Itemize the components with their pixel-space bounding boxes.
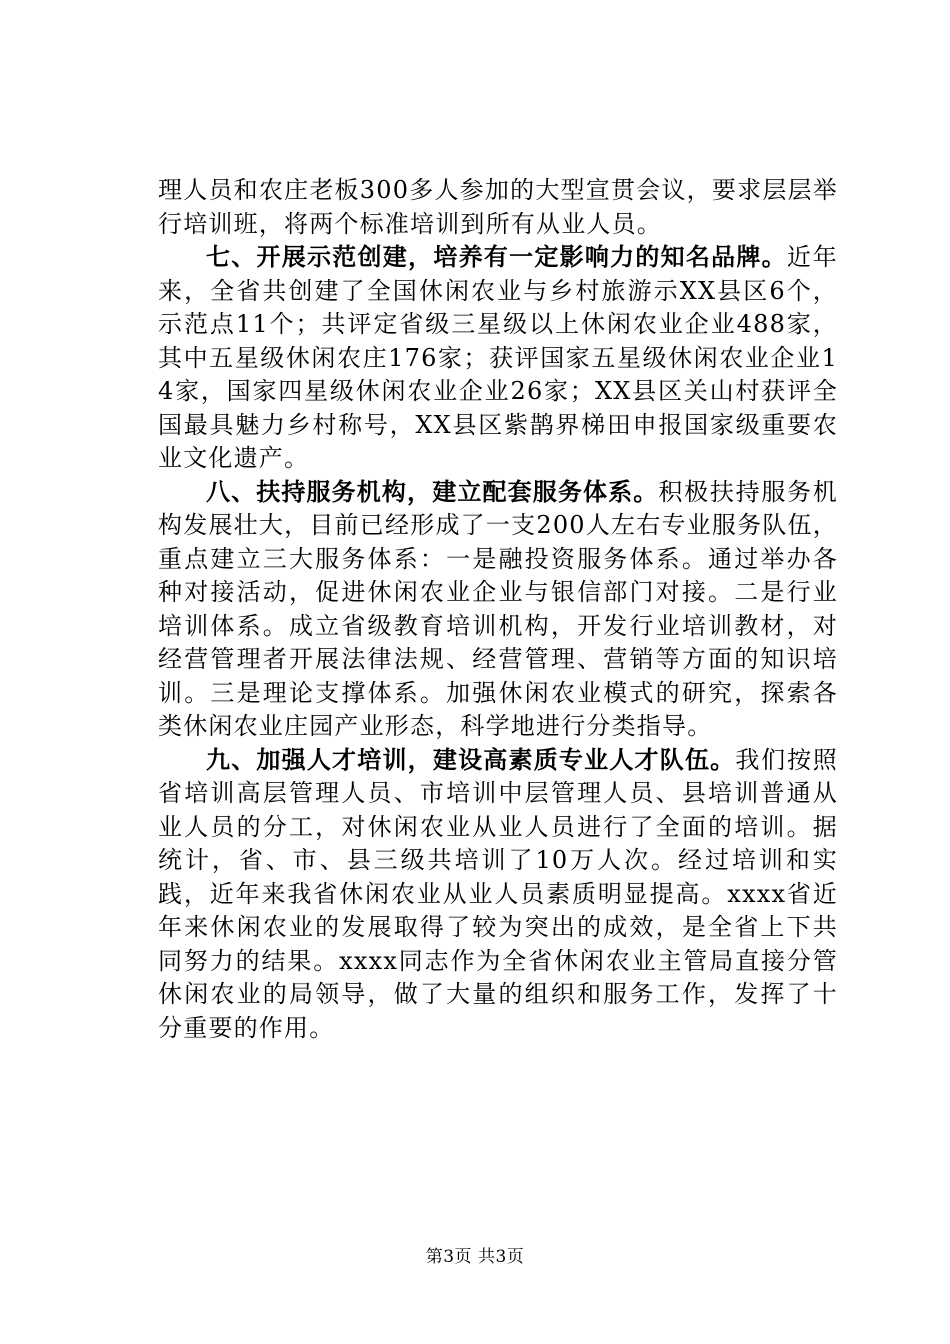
paragraph-text: 积极扶持服务机构发展壮大，目前已经形成了一支200人左右专业服务队伍，重点建立三大服务体系：一是融投资服务体系。通过举办各种对接活动，促进休闲农业企业与银信部门对接。二是行业培训体系。成立省级教育培训机构，开发行业培训教材，对经营管理者开展法律法规、经营管理、营销等方面的知识培训。三是理论支撑体系。加强休闲农业模式的研究，探索各类休闲农业庄园产业形态，科学地进行分类指导。	[158, 477, 838, 740]
paragraph-continuation	[158, 174, 838, 241]
section-heading: 七、开展示范创建，培养有一定影响力的知名品牌。	[206, 243, 787, 271]
page-footer	[0, 1242, 950, 1267]
document-body	[158, 174, 838, 1045]
paragraph-section-9	[158, 744, 838, 1046]
paragraph-section-8	[158, 476, 838, 744]
paragraph-text: 理人员和农庄老板300多人参加的大型宣贯会议，要求层层举行培训班，将两个标准培训到所有从业人员。	[158, 176, 838, 238]
page-number: 第3页 共3页	[425, 1247, 525, 1267]
section-heading: 九、加强人才培训，建设高素质专业人才队伍。	[206, 745, 736, 774]
paragraph-text: 近年来，全省共创建了全国休闲农业与乡村旅游示XX县区6个，示范点11个；共评定省级三星级以上休闲农业企业488家，其中五星级休闲农庄176家；获评国家五星级休闲农业企业14家，国家四星级休闲农业企业26家；XX县区关山村获评全国最具魅力乡村称号，XX县区紫鹊界梯田申报国家级重要农业文化遗产。	[158, 243, 838, 472]
paragraph-section-7	[158, 241, 838, 476]
paragraph-text: 我们按照省培训高层管理人员、市培训中层管理人员、县培训普通从业人员的分工，对休闲农业从业人员进行了全面的培训。据统计，省、市、县三级共培训了10万人次。经过培训和实践，近年来我省休闲农业从业人员素质明显提高。xxxx省近年来休闲农业的发展取得了较为突出的成效，是全省上下共同努力的结果。xxxx同志作为全省休闲农业主管局直接分管休闲农业的局领导，做了大量的组织和服务工作，发挥了十分重要的作用。	[158, 745, 838, 1042]
section-heading: 八、扶持服务机构，建立配套服务体系。	[206, 477, 659, 506]
